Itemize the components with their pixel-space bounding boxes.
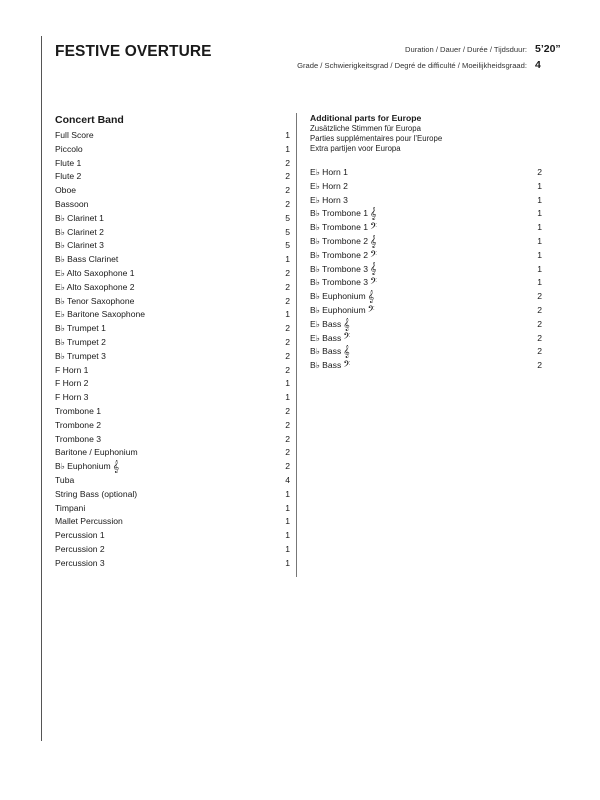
- part-quantity: 1: [537, 249, 542, 260]
- part-row: [55, 364, 290, 378]
- part-name: B♭ Trombone 1: [310, 222, 369, 233]
- part-name: B♭ Trombone 1: [310, 208, 369, 219]
- part-name: Oboe: [55, 185, 77, 196]
- part-name-wrap: [310, 221, 377, 235]
- concert-band-parts-list: [55, 129, 290, 571]
- part-row: [310, 263, 542, 277]
- part-name-wrap: [310, 194, 348, 208]
- part-name-wrap: [310, 263, 377, 277]
- part-name: Timpani: [55, 502, 86, 513]
- part-quantity: 1: [285, 543, 290, 554]
- part-quantity: 2: [285, 405, 290, 416]
- part-row: [55, 295, 290, 309]
- part-name-wrap: [55, 212, 104, 226]
- part-name: Baritone / Euphonium: [55, 447, 138, 458]
- part-name: F Horn 3: [55, 392, 89, 403]
- part-name-wrap: [55, 129, 94, 143]
- part-row: [55, 529, 290, 543]
- part-name-wrap: [310, 249, 377, 263]
- part-row: [55, 515, 290, 529]
- part-quantity: 2: [285, 336, 290, 347]
- part-name-wrap: [55, 170, 81, 184]
- part-name: Bassoon: [55, 198, 89, 209]
- part-name-wrap: [55, 529, 105, 543]
- europe-parts-section: [310, 113, 542, 373]
- part-name-wrap: [55, 143, 83, 157]
- part-name: B♭ Trombone 2: [310, 249, 369, 260]
- part-quantity: 2: [537, 318, 542, 329]
- part-name-wrap: [55, 184, 76, 198]
- part-row: [55, 336, 290, 350]
- part-name: Full Score: [55, 130, 94, 140]
- bass-clef-icon: 𝄢: [343, 331, 351, 345]
- part-row: [310, 276, 542, 290]
- part-name: Percussion 3: [55, 557, 105, 568]
- part-name-wrap: [55, 557, 105, 571]
- part-name: E♭ Bass: [310, 318, 342, 329]
- part-quantity: 1: [285, 378, 290, 389]
- part-row: [55, 488, 290, 502]
- part-name-wrap: [55, 253, 118, 267]
- part-quantity: 1: [285, 488, 290, 499]
- part-name: B♭ Clarinet 1: [55, 212, 104, 223]
- treble-clef-icon: 𝄞: [112, 460, 120, 474]
- part-quantity: 1: [285, 530, 290, 541]
- europe-subtitle-fr: Parties supplémentaires pour l’Europe: [310, 134, 443, 143]
- grade-row: [297, 59, 573, 75]
- part-quantity: 2: [285, 295, 290, 306]
- part-row: [55, 184, 290, 198]
- part-row: [55, 474, 290, 488]
- part-name-wrap: [310, 332, 350, 346]
- part-quantity: 2: [285, 447, 290, 458]
- treble-clef-icon: 𝄞: [370, 207, 377, 221]
- part-row: [55, 433, 290, 447]
- part-row: [55, 502, 290, 516]
- grade-label: Grade / Schwierigkeitsgrad / Degré de difficulté / Moeilijkheidsgraad:: [297, 61, 527, 70]
- part-name-wrap: [55, 446, 138, 460]
- part-name: E♭ Horn 2: [310, 180, 348, 191]
- part-row: [55, 212, 290, 226]
- part-quantity: 2: [285, 419, 290, 430]
- bass-clef-icon: 𝄢: [370, 248, 378, 262]
- part-quantity: 2: [285, 281, 290, 292]
- part-name-wrap: [55, 460, 119, 474]
- part-name: Flute 2: [55, 171, 82, 182]
- part-row: [310, 180, 542, 194]
- part-name-wrap: [55, 336, 106, 350]
- column-divider: [296, 113, 297, 577]
- part-row: [310, 359, 542, 373]
- part-quantity: 5: [285, 240, 290, 251]
- part-quantity: 1: [537, 194, 542, 205]
- part-row: [310, 318, 542, 332]
- part-name-wrap: [55, 488, 137, 502]
- part-quantity: 1: [537, 180, 542, 191]
- part-quantity: 1: [285, 309, 290, 320]
- bass-clef-icon: 𝄢: [370, 221, 378, 235]
- part-name: Trombone 2: [55, 419, 102, 430]
- part-row: [55, 557, 290, 571]
- part-row: [310, 332, 542, 346]
- part-name-wrap: [310, 276, 377, 290]
- part-name-wrap: [55, 377, 88, 391]
- part-row: [310, 290, 542, 304]
- part-name-wrap: [55, 419, 101, 433]
- part-name-wrap: [55, 267, 135, 281]
- part-row: [55, 253, 290, 267]
- part-row: [55, 198, 290, 212]
- europe-title: Additional parts for Europe: [310, 113, 422, 123]
- part-row: [55, 322, 290, 336]
- part-name-wrap: [55, 364, 88, 378]
- part-quantity: 5: [285, 226, 290, 237]
- part-name-wrap: [310, 290, 374, 304]
- part-row: [310, 345, 542, 359]
- part-row: [55, 391, 290, 405]
- part-name-wrap: [55, 322, 106, 336]
- piece-meta: [297, 43, 573, 75]
- part-name-wrap: [55, 157, 81, 171]
- part-name: B♭ Bass Clarinet: [55, 254, 119, 265]
- grade-value: 4: [535, 59, 541, 71]
- page-frame-line: [41, 36, 42, 741]
- part-name: Tuba: [55, 474, 75, 485]
- part-quantity: 2: [285, 323, 290, 334]
- part-name: B♭ Trombone 3: [310, 263, 369, 274]
- part-row: [55, 170, 290, 184]
- part-row: [55, 405, 290, 419]
- concert-band-title: Concert Band: [55, 114, 124, 126]
- europe-parts-list: [310, 166, 542, 373]
- part-quantity: 1: [537, 263, 542, 274]
- part-row: [310, 221, 542, 235]
- part-quantity: 2: [537, 167, 542, 177]
- part-row: [55, 129, 290, 143]
- part-name-wrap: [55, 391, 88, 405]
- part-name-wrap: [310, 166, 348, 180]
- part-name: E♭ Alto Saxophone 2: [55, 281, 135, 292]
- part-name: B♭ Trumpet 3: [55, 350, 106, 361]
- europe-subtitle-de: Zusätzliche Stimmen für Europa: [310, 124, 421, 133]
- part-name-wrap: [55, 474, 74, 488]
- part-name: F Horn 1: [55, 364, 89, 375]
- part-name: E♭ Bass: [310, 332, 342, 343]
- part-name: String Bass (optional): [55, 488, 138, 499]
- part-quantity: 1: [537, 208, 542, 219]
- part-quantity: 2: [285, 461, 290, 472]
- part-name: B♭ Trumpet 2: [55, 336, 106, 347]
- part-row: [310, 235, 542, 249]
- part-row: [55, 446, 290, 460]
- part-name-wrap: [310, 304, 375, 318]
- part-name-wrap: [310, 359, 350, 373]
- part-quantity: 2: [537, 346, 542, 357]
- part-name-wrap: [55, 405, 101, 419]
- part-name-wrap: [55, 198, 88, 212]
- part-quantity: 1: [285, 502, 290, 513]
- part-quantity: 1: [285, 392, 290, 403]
- part-name-wrap: [310, 318, 350, 332]
- part-quantity: 1: [285, 557, 290, 568]
- part-name: E♭ Horn 3: [310, 194, 348, 205]
- part-row: [55, 143, 290, 157]
- part-name: Percussion 1: [55, 530, 105, 541]
- part-quantity: 1: [537, 235, 542, 246]
- part-name-wrap: [310, 345, 350, 359]
- part-name: E♭ Baritone Saxophone: [55, 309, 146, 320]
- part-name: B♭ Trumpet 1: [55, 323, 106, 334]
- part-row: [55, 239, 290, 253]
- part-name: B♭ Clarinet 3: [55, 240, 104, 251]
- part-quantity: 1: [537, 277, 542, 288]
- part-quantity: 2: [285, 433, 290, 444]
- part-name: B♭ Euphonium: [310, 304, 366, 315]
- concert-band-section: [55, 113, 290, 571]
- part-name-wrap: [310, 180, 348, 194]
- part-quantity: 1: [285, 130, 290, 140]
- part-row: [55, 460, 290, 474]
- treble-clef-icon: 𝄞: [370, 234, 377, 248]
- part-name: B♭ Bass: [310, 360, 342, 371]
- part-row: [55, 281, 290, 295]
- part-name: Flute 1: [55, 157, 82, 168]
- part-name-wrap: [55, 295, 134, 309]
- part-quantity: 2: [285, 198, 290, 209]
- part-name: B♭ Trombone 3: [310, 277, 369, 288]
- part-name: Trombone 3: [55, 433, 102, 444]
- part-quantity: 2: [537, 291, 542, 302]
- part-quantity: 2: [285, 364, 290, 375]
- part-quantity: 2: [537, 332, 542, 343]
- part-row: [310, 249, 542, 263]
- part-quantity: 2: [285, 267, 290, 278]
- part-row: [55, 226, 290, 240]
- part-row: [55, 157, 290, 171]
- part-name-wrap: [55, 308, 145, 322]
- part-name: Mallet Percussion: [55, 516, 123, 527]
- part-name: B♭ Trombone 2: [310, 235, 369, 246]
- part-quantity: 5: [285, 212, 290, 223]
- piece-title: FESTIVE OVERTURE: [55, 43, 212, 60]
- part-quantity: 1: [285, 254, 290, 265]
- part-name: B♭ Clarinet 2: [55, 226, 104, 237]
- part-quantity: 1: [537, 222, 542, 233]
- duration-label: Duration / Dauer / Durée / Tijdsduur:: [405, 45, 527, 54]
- duration-value: 5’20”: [535, 43, 561, 55]
- part-name: Trombone 1: [55, 405, 102, 416]
- part-name-wrap: [55, 350, 106, 364]
- part-quantity: 2: [537, 304, 542, 315]
- part-name: B♭ Tenor Saxophone: [55, 295, 135, 306]
- part-name-wrap: [55, 515, 123, 529]
- part-name: F Horn 2: [55, 378, 89, 389]
- treble-clef-icon: 𝄞: [367, 290, 375, 304]
- part-name-wrap: [55, 239, 104, 253]
- europe-subtitle-nl: Extra partijen voor Europa: [310, 144, 401, 153]
- part-row: [55, 267, 290, 281]
- part-name: B♭ Bass: [310, 346, 342, 357]
- part-quantity: 2: [285, 171, 290, 182]
- part-name-wrap: [55, 433, 101, 447]
- part-row: [55, 308, 290, 322]
- part-name-wrap: [310, 207, 377, 221]
- part-name: Piccolo: [55, 143, 83, 154]
- bass-clef-icon: 𝄢: [343, 359, 351, 373]
- bass-clef-icon: 𝄢: [367, 303, 375, 317]
- part-quantity: 2: [285, 185, 290, 196]
- part-quantity: 2: [285, 350, 290, 361]
- part-row: [310, 194, 542, 208]
- treble-clef-icon: 𝄞: [343, 345, 350, 359]
- part-name: B♭ Euphonium: [55, 461, 111, 472]
- part-name-wrap: [310, 235, 377, 249]
- part-name: B♭ Euphonium: [310, 291, 366, 302]
- part-row: [55, 350, 290, 364]
- part-name-wrap: [55, 543, 105, 557]
- treble-clef-icon: 𝄞: [343, 317, 350, 331]
- part-name: Percussion 2: [55, 543, 105, 554]
- part-name-wrap: [55, 281, 135, 295]
- part-quantity: 2: [537, 360, 542, 371]
- part-row: [310, 166, 542, 180]
- part-row: [310, 207, 542, 221]
- part-quantity: 1: [285, 516, 290, 527]
- part-name: E♭ Horn 1: [310, 167, 348, 177]
- duration-row: [297, 43, 573, 59]
- part-quantity: 4: [285, 474, 290, 485]
- part-row: [55, 377, 290, 391]
- treble-clef-icon: 𝄞: [370, 262, 377, 276]
- part-name: E♭ Alto Saxophone 1: [55, 267, 135, 278]
- part-row: [55, 543, 290, 557]
- part-name-wrap: [55, 502, 85, 516]
- part-row: [55, 419, 290, 433]
- bass-clef-icon: 𝄢: [370, 276, 378, 290]
- part-name-wrap: [55, 226, 104, 240]
- part-row: [310, 304, 542, 318]
- part-quantity: 2: [285, 157, 290, 168]
- part-quantity: 1: [285, 143, 290, 154]
